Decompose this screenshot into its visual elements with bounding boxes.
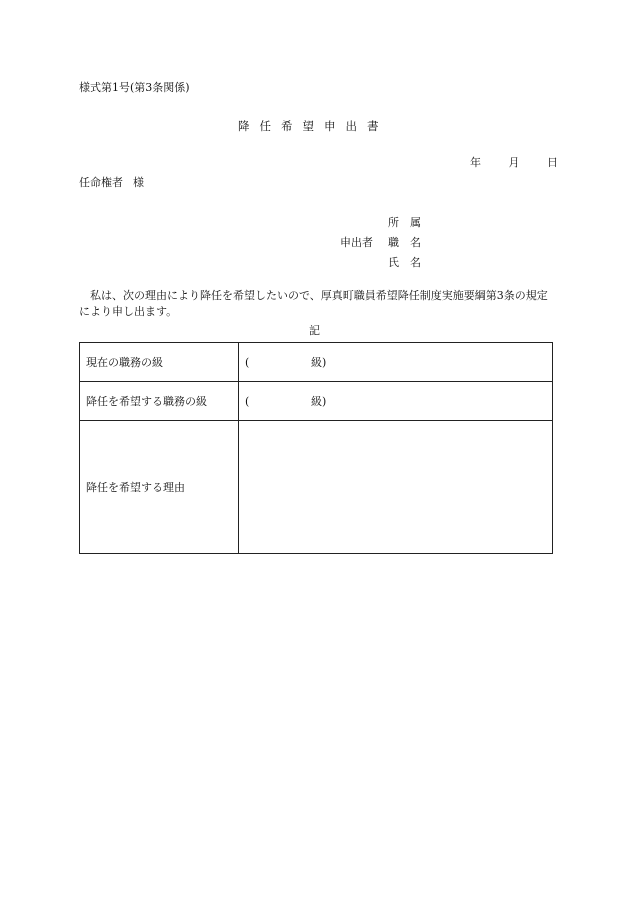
statement-text: 私は、次の理由により降任を希望したいので、厚真町職員希望降任制度実施要綱第3条の規定により申し出ます。 xyxy=(79,289,548,318)
current-grade-open-paren: ( xyxy=(245,355,250,369)
desired-grade-open-paren: ( xyxy=(245,394,250,408)
addressee-name: 任命権者 xyxy=(79,176,123,189)
applicant-row-name xyxy=(340,252,432,272)
demotion-form-table xyxy=(79,342,553,554)
table-row-reason xyxy=(80,421,553,554)
applicant-row-affiliation xyxy=(340,212,432,232)
name-label: 氏名 xyxy=(388,255,432,269)
date-line xyxy=(470,157,558,168)
desired-grade-label: 降任を希望する職務の級 xyxy=(80,382,239,421)
current-grade-field[interactable] xyxy=(239,343,553,382)
document-title: 降任希望申出書 xyxy=(238,119,389,133)
ki-marker: 記 xyxy=(309,324,320,337)
position-label: 職名 xyxy=(388,235,432,249)
applicant-row-position xyxy=(340,232,432,252)
table-row-desired-grade xyxy=(80,382,553,421)
desired-grade-field[interactable] xyxy=(239,382,553,421)
reason-label: 降任を希望する理由 xyxy=(80,421,239,554)
addressee xyxy=(79,177,144,188)
current-grade-label: 現在の職務の級 xyxy=(80,343,239,382)
date-day-label: 日 xyxy=(547,156,558,169)
table-row-current-grade xyxy=(80,343,553,382)
applicant-block xyxy=(340,212,432,272)
form-number: 様式第1号(第3条関係) xyxy=(79,81,190,94)
applicant-lead-label: 申出者 xyxy=(340,235,373,249)
date-month-label: 月 xyxy=(508,156,520,169)
addressee-honorific: 様 xyxy=(133,176,144,189)
reason-field[interactable] xyxy=(239,421,553,554)
affiliation-label: 所属 xyxy=(388,215,432,229)
date-year-label: 年 xyxy=(470,156,481,169)
current-grade-close: 級) xyxy=(311,355,327,369)
desired-grade-close: 級) xyxy=(311,394,327,408)
